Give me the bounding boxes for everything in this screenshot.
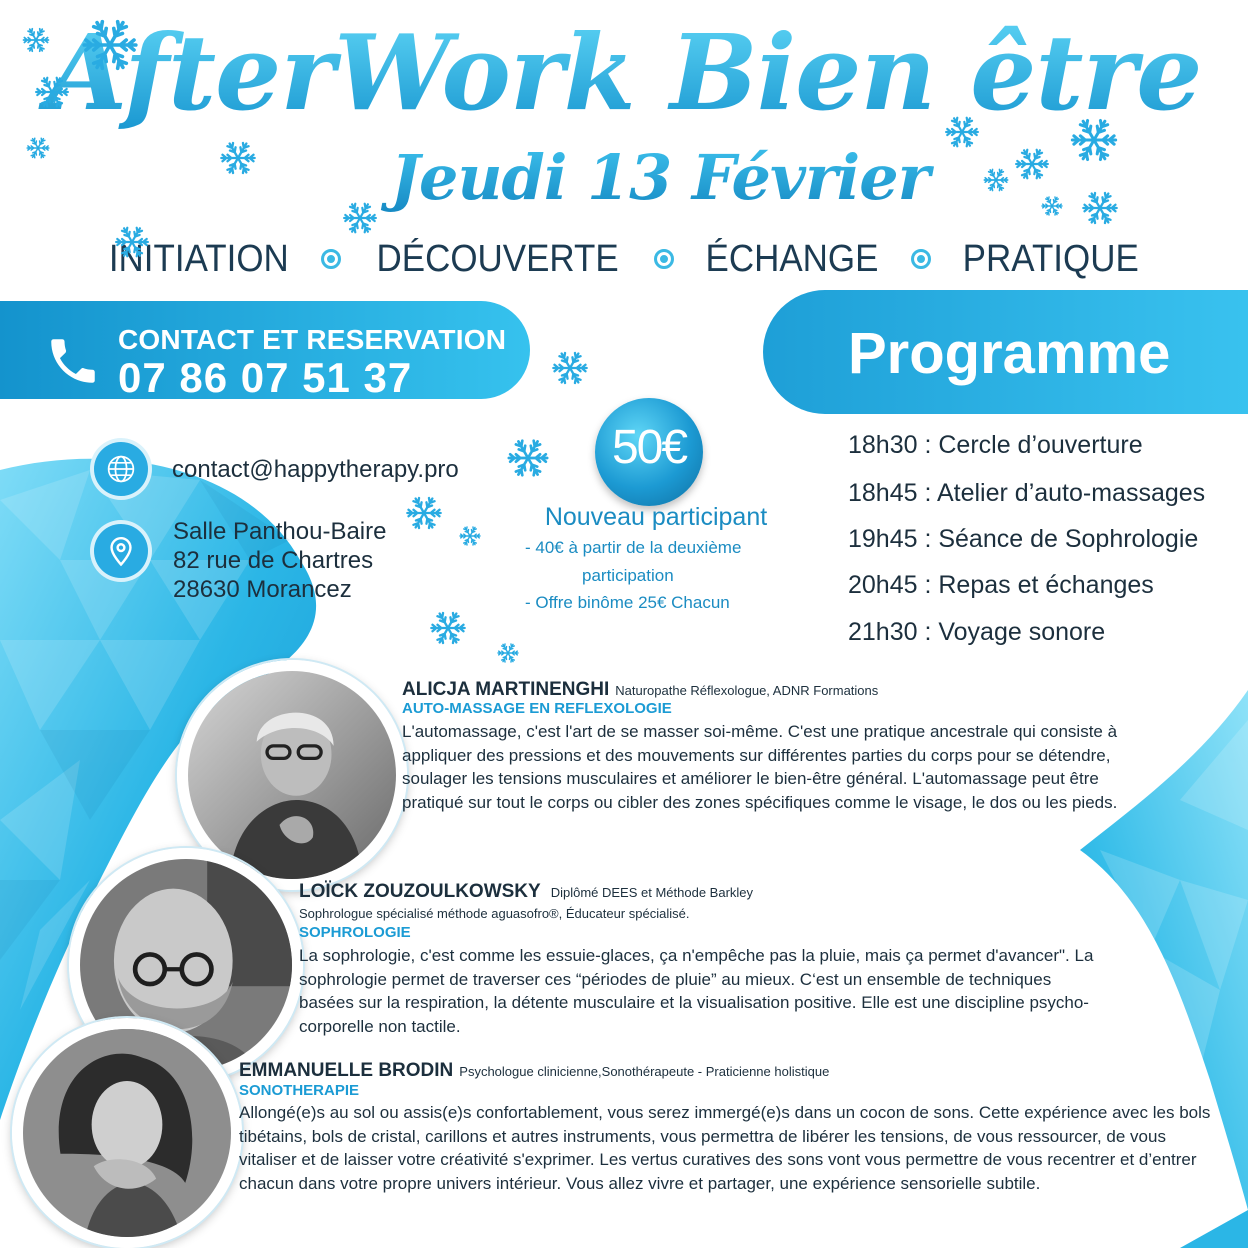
speaker-header [299, 881, 753, 903]
snowflake-icon [21, 25, 51, 55]
snowflake-icon [218, 138, 258, 178]
speaker-topic: SONOTHERAPIE [239, 1082, 360, 1099]
speaker-name: LOÏCK ZOUZOULKOWSKY [299, 881, 541, 902]
speaker-photo-emmanuelle [12, 1018, 242, 1248]
snowflake-icon [1080, 188, 1120, 228]
programme-item: 18h45 : Atelier d’auto-massages [848, 479, 1206, 507]
speaker-topic: SOPHROLOGIE [299, 924, 411, 941]
speaker-subrole: Sophrologue spécialisé méthode aguasofro®, Éducateur spécialisé. [299, 906, 690, 921]
address-block [173, 517, 386, 604]
snowflake-icon [79, 14, 141, 76]
speaker-role: Diplômé DEES et Méthode Barkley [550, 885, 754, 900]
snowflake-icon [1040, 194, 1064, 218]
tag-echange: ÉCHANGE [705, 237, 879, 280]
snowflake-icon [496, 641, 520, 665]
programme-item: 18h30 : Cercle d’ouverture [848, 431, 1143, 459]
price-detail: participation [582, 566, 674, 585]
programme-item: 19h45 : Séance de Sophrologie [848, 525, 1199, 553]
contact-label: CONTACT ET RESERVATION [118, 324, 507, 355]
tags-row [0, 234, 1248, 282]
snowflake-icon [982, 166, 1010, 194]
event-title: AfterWork Bien être [0, 8, 1248, 138]
snowflake-icon [341, 199, 379, 237]
price-label: Nouveau participant [544, 503, 768, 531]
bullet-icon [321, 249, 341, 269]
price-detail: - Offre binôme 25€ Chacun [525, 593, 730, 612]
globe-icon [94, 442, 148, 496]
snowflake-icon [404, 493, 444, 533]
snowflake-icon [550, 348, 590, 388]
speaker-topic: AUTO-MASSAGE EN REFLEXOLOGIE [402, 700, 672, 717]
snowflake-icon [33, 73, 71, 111]
programme-title: Programme [848, 321, 1171, 386]
speaker-name: EMMANUELLE BRODIN [239, 1060, 454, 1081]
snowflake-icon [25, 135, 51, 161]
speaker-description: La sophrologie, c'est comme les essuie-glaces, ça n'empêche pas la pluie, mais ça permet d'avancer". La sophrologie permet de traverser ces “périodes de pluie” au mieux. C‘est un ensemble de techniques basées sur la respiration, la détente musculaire et la visualisation positive. Elle est une discipline psycho-corporelle non tactile. [299, 946, 1094, 1036]
speaker-role: Naturopathe Réflexologue, ADNR Formations [615, 683, 879, 698]
programme-item: 21h30 : Voyage sonore [848, 618, 1106, 646]
speaker-name: ALICJA MARTINENGHI [402, 679, 610, 700]
snowflake-icon [458, 524, 482, 548]
bullet-icon [654, 249, 674, 269]
speaker-description: Allongé(e)s au sol ou assis(e)s confortablement, vous serez immergé(e)s dans un cocon de sons. Cette expérience avec les bols tibétains, bols de cristal, carillons et autres instruments, vous permettra de libérer les tensions, de vous ressourcer, de vous vitaliser et de laisser votre créativité s'exprimer. Les vertus curatives des sons vont vous permettre de vous recentrer et d’entrer chacun dans votre propre univers intérieur. Vous allez vivre et partager, une expérience sensorielle subtile. [239, 1103, 1211, 1193]
tag-decouverte: DÉCOUVERTE [376, 237, 619, 280]
snowflake-icon [505, 435, 551, 481]
snowflake-icon [113, 223, 151, 261]
phone-number[interactable]: 07 86 07 51 37 [118, 354, 413, 401]
bullet-icon [911, 249, 931, 269]
map-pin-icon [94, 524, 148, 578]
email-link[interactable]: contact@happytherapy.pro [172, 456, 459, 483]
address-line: 82 rue de Chartres [173, 547, 374, 574]
event-date: Jeudi 13 Février [360, 138, 960, 218]
speaker-role: Psychologue clinicienne,Sonothérapeute - Praticienne holistique [459, 1064, 830, 1079]
speaker-header [402, 679, 878, 701]
address-line: 28630 Morancez [173, 576, 352, 603]
phone-icon [44, 332, 102, 390]
snowflake-icon [428, 608, 468, 648]
price-amount: 50€ [611, 421, 687, 474]
address-line: Salle Panthou-Baire [173, 518, 387, 545]
tag-pratique: PRATIQUE [963, 237, 1140, 280]
tag-initiation: INITIATION [109, 237, 289, 280]
price-detail: - 40€ à partir de la deuxième [525, 538, 742, 557]
programme-item: 20h45 : Repas et échanges [848, 571, 1154, 599]
speaker-description: L'automassage, c'est l'art de se masser soi-même. C'est une pratique ancestrale qui consiste à appliquer des pressions et des mouvements sur différentes parties du corps pour se détendre, soulager les tensions musculaires et améliorer le bien-être général. L'automassage peut être pratiqué sur tout le corps ou cibler des zones spécifiques comme le visage, le dos ou les pieds. [402, 722, 1118, 812]
snowflake-icon [1068, 114, 1120, 166]
snowflake-icon [943, 113, 981, 151]
speaker-header [239, 1060, 829, 1082]
snowflake-icon [1013, 145, 1051, 183]
